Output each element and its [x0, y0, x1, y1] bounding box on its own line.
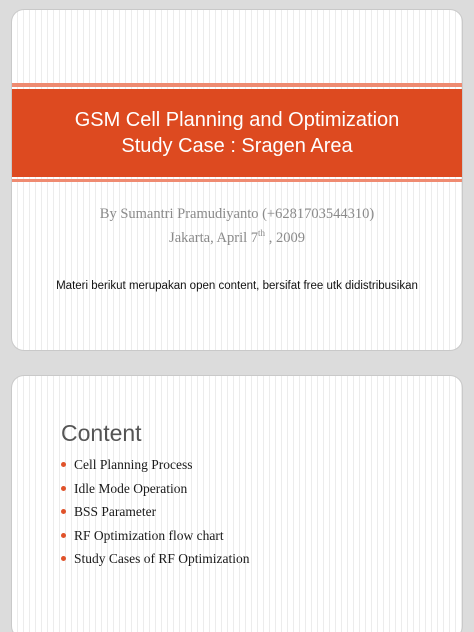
- author-line: By Sumantri Pramudiyanto (+6281703544310): [99, 206, 375, 222]
- bullet-icon: [61, 556, 66, 561]
- list-item-label: Study Cases of RF Optimization: [74, 551, 250, 566]
- title-band: [12, 89, 462, 177]
- byline: [12, 202, 462, 250]
- list-item-label: BSS Parameter: [74, 504, 157, 519]
- slide-title: GSM Cell Planning and Optimization: [74, 109, 400, 131]
- list-item: [61, 477, 250, 501]
- date-line: [12, 226, 462, 250]
- accent-stripe-top: [12, 83, 462, 87]
- list-item-label: Idle Mode Operation: [74, 480, 188, 496]
- content-list: [61, 453, 250, 571]
- bullet-icon: [61, 486, 66, 491]
- list-item: [61, 524, 250, 548]
- list-item: [61, 453, 250, 477]
- slide-subtitle: Study Case : Sragen Area: [121, 135, 353, 157]
- open-content-note: Materi berikut merupakan open content, bersifat free utk didistribusikan: [56, 280, 418, 292]
- list-item: [61, 500, 250, 524]
- date-suffix: , 2009: [265, 230, 305, 246]
- content-slide: [12, 376, 462, 632]
- bullet-icon: [61, 462, 66, 467]
- date-superscript: th: [258, 228, 266, 239]
- title-slide: [12, 10, 462, 350]
- list-item-label: Cell Planning Process: [74, 457, 193, 472]
- bullet-icon: [61, 533, 66, 538]
- date-prefix: Jakarta, April 7: [169, 230, 259, 246]
- list-item: [61, 547, 250, 571]
- bullet-icon: [61, 509, 66, 514]
- content-heading: Content: [61, 420, 142, 446]
- list-item-label: RF Optimization flow chart: [74, 527, 224, 543]
- accent-stripe-bottom: [12, 179, 462, 182]
